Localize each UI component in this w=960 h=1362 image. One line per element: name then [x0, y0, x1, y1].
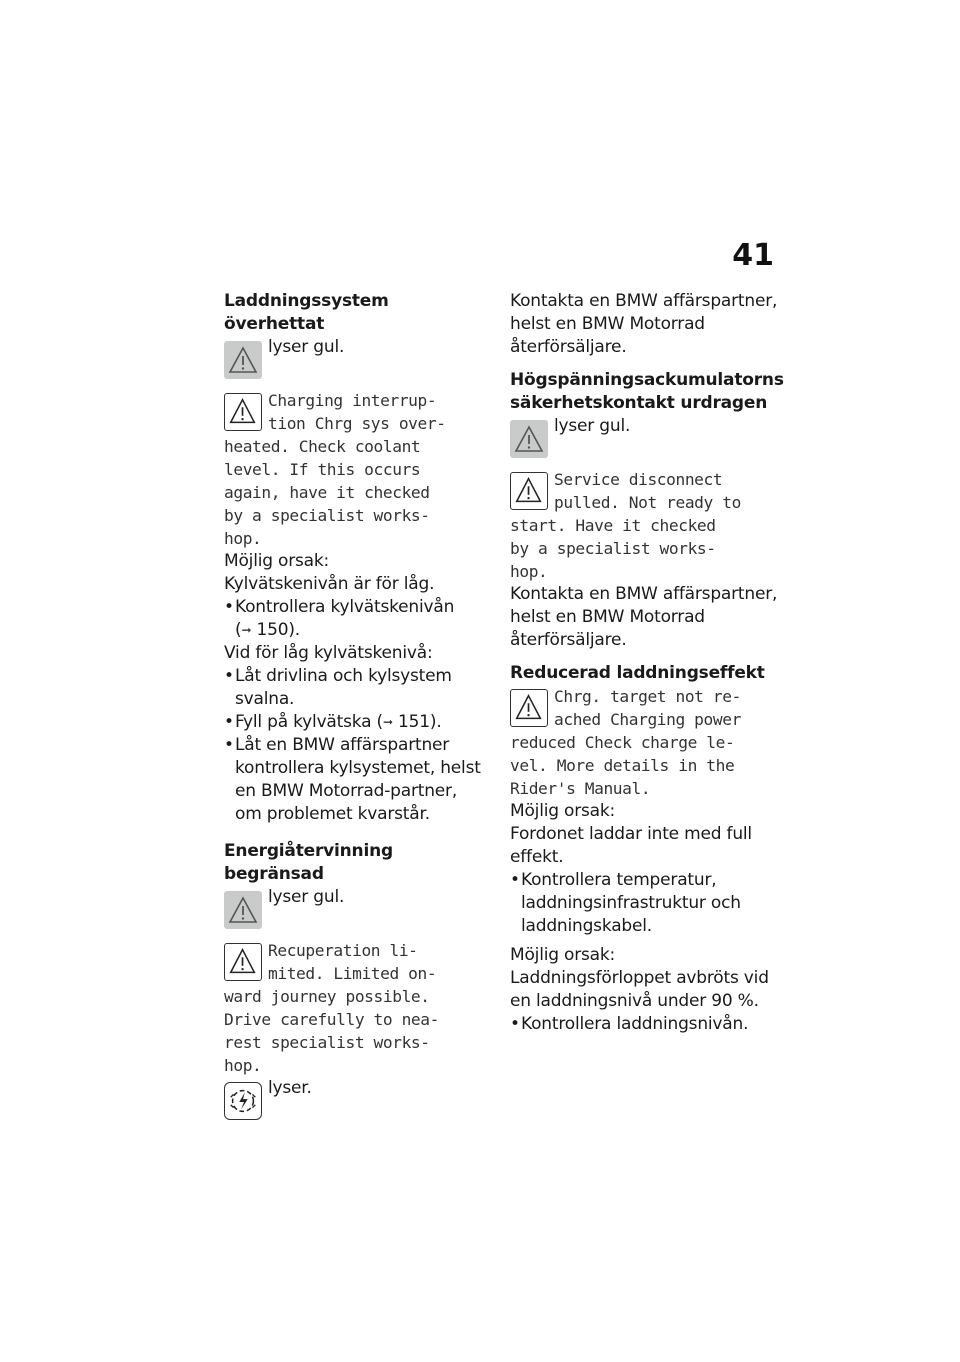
bullet-item: • Låt en BMW affärspartner kontrollera kylsystemet, helst en BMW Motorrad-partner, om problemet kvarstår. [224, 735, 481, 824]
right-column [510, 290, 782, 1036]
possible-cause-label: Möjlig orsak: [510, 801, 616, 821]
warning-triangle-icon [224, 943, 262, 981]
warning-triangle-icon [510, 689, 548, 727]
page-number: 41 [732, 238, 774, 273]
page-reference-link[interactable]: 150 [256, 620, 289, 640]
display-message-cont: ward journey possible. Drive carefully to nea- rest specialist works- hop. [224, 987, 439, 1075]
left-column [224, 290, 486, 1120]
bullet-item: • Låt drivlina och kylsystem svalna. [224, 666, 452, 709]
display-message: Charging interrup- tion Chrg sys over- [268, 391, 446, 433]
cause-text: Fordonet laddar inte med full effekt. [510, 824, 752, 867]
bullet-item: • Fyll på kylvätska (➞ 151). [224, 712, 442, 732]
display-message: Recuperation li- mited. Limited on- [268, 941, 437, 983]
warning-triangle-icon [510, 472, 548, 510]
possible-cause-label: Möjlig orsak: [224, 551, 330, 571]
recuperation-icon [224, 1082, 262, 1120]
display-message-cont: reduced Check charge le- vel. More details in the Rider's Manual. [510, 733, 735, 798]
display-message-cont: start. Have it checked by a specialist works- hop. [510, 516, 716, 581]
heading-recuperation-limited: Energiåtervinning begränsad [224, 841, 393, 884]
display-message: Service disconnect pulled. Not ready to [554, 470, 741, 512]
heading-reduced-charging: Reducerad laddningseffekt [510, 663, 765, 683]
contact-dealer-text: Kontakta en BMW affärspartner, helst en BMW Motorrad återförsäljare. [510, 291, 778, 357]
warning-light-icon [510, 420, 548, 458]
bullet-item: • Kontrollera kylvätskenivån (➞ 150). [224, 597, 455, 640]
display-message-cont: heated. Check coolant level. If this occurs again, have it checked by a specialist works- hop. [224, 437, 430, 548]
display-message: Chrg. target not re- ached Charging power [554, 687, 741, 729]
page-reference-link[interactable]: 151 [398, 712, 430, 732]
lights-yellow-text: lyser gul. [268, 337, 345, 357]
lights-yellow-text: lyser gul. [268, 887, 345, 907]
warning-light-icon [224, 341, 262, 379]
heading-service-disconnect: Högspänningsackumulatorns säkerhetskontakt urdragen [510, 370, 784, 413]
lights-text: lyser. [268, 1078, 312, 1098]
reference-arrow-icon: ➞ [241, 623, 252, 637]
cause-text: Kylvätskenivån är för låg. [224, 574, 435, 594]
possible-cause-label: Möjlig orsak: [510, 945, 616, 965]
bullet-item: • Kontrollera temperatur, laddningsinfrastruktur och laddningskabel. [510, 870, 741, 936]
contact-dealer-text: Kontakta en BMW affärspartner, helst en BMW Motorrad återförsäljare. [510, 584, 778, 650]
reference-arrow-icon: ➞ [382, 715, 393, 729]
warning-light-icon [224, 891, 262, 929]
cause-text: Laddningsförloppet avbröts vid en laddningsnivå under 90 %. [510, 968, 769, 1011]
bullet-item: • Kontrollera laddningsnivån. [510, 1014, 749, 1034]
warning-triangle-icon [224, 393, 262, 431]
instruction-text: Vid för låg kylvätskenivå: [224, 643, 433, 663]
lights-yellow-text: lyser gul. [554, 416, 631, 436]
heading-charging-overheated: Laddningssystem överhettat [224, 291, 389, 334]
